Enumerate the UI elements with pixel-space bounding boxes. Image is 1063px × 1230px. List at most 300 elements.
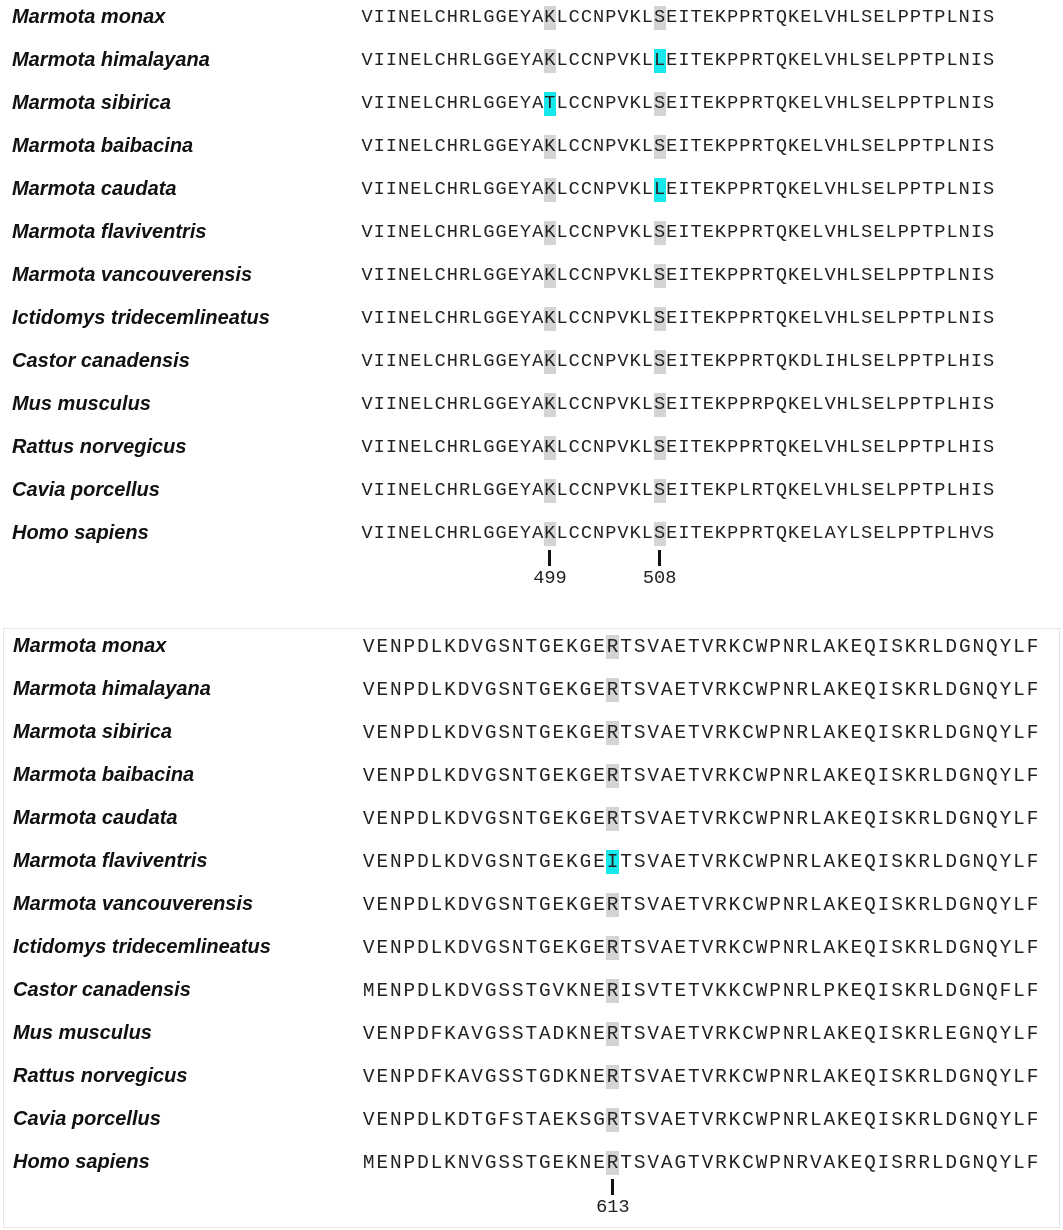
residue: L: [812, 7, 824, 28]
sequence-row: [362, 1022, 1039, 1046]
residue: N: [389, 1023, 402, 1045]
residue: D: [417, 679, 429, 701]
residue: E: [593, 1152, 605, 1174]
residue: N: [398, 308, 410, 329]
residue: D: [417, 980, 429, 1002]
residue: N: [593, 480, 605, 501]
residue: E: [376, 1109, 389, 1131]
residue: R: [918, 980, 931, 1002]
residue: G: [483, 7, 495, 28]
residue: Q: [986, 894, 998, 916]
residue: S: [633, 980, 646, 1002]
residue: S: [498, 937, 511, 959]
residue: S: [861, 50, 873, 71]
residue: L: [809, 1109, 822, 1131]
species-label: Marmota flaviventris: [13, 850, 208, 872]
residue: R: [715, 1023, 727, 1045]
residue: F: [1026, 894, 1039, 916]
residue: R: [751, 93, 763, 114]
residue: N: [579, 1152, 592, 1174]
residue: S: [633, 679, 646, 701]
residue: R: [751, 50, 763, 71]
residue: V: [362, 1066, 375, 1088]
residue: P: [897, 136, 909, 157]
residue: K: [714, 93, 727, 114]
residue: L: [1013, 765, 1025, 787]
residue: E: [666, 437, 678, 458]
residue: G: [484, 765, 497, 787]
sequence-row: [362, 850, 1039, 874]
sequence-row: [361, 49, 995, 73]
residue: E: [873, 394, 885, 415]
residue: F: [1026, 765, 1039, 787]
residue: E: [945, 1023, 958, 1045]
residue: H: [836, 308, 849, 329]
residue: I: [877, 937, 890, 959]
residue: E: [800, 394, 812, 415]
sequence-row: [362, 721, 1039, 745]
species-label: Mus musculus: [12, 393, 151, 415]
residue: T: [690, 351, 702, 372]
residue: F: [1026, 851, 1039, 873]
residue: L: [946, 222, 958, 243]
residue: L: [812, 308, 824, 329]
residue: G: [483, 351, 495, 372]
residue: E: [666, 265, 678, 286]
residue: I: [877, 1023, 890, 1045]
residue: K: [629, 265, 641, 286]
residue: L: [848, 394, 861, 415]
residue: V: [471, 722, 484, 744]
residue: P: [769, 808, 782, 830]
residue: Q: [986, 1066, 998, 1088]
residue: Q: [864, 679, 876, 701]
residue: G: [495, 351, 507, 372]
residue: L: [931, 808, 944, 830]
residue: N: [972, 937, 985, 959]
residue: T: [620, 1152, 633, 1174]
residue: E: [674, 937, 687, 959]
conserved-residue: R: [606, 808, 619, 830]
residue: N: [782, 636, 795, 658]
residue: G: [539, 980, 551, 1002]
residue: L: [471, 93, 483, 114]
residue: C: [580, 523, 593, 544]
residue: P: [605, 93, 617, 114]
residue: N: [972, 980, 985, 1002]
residue: L: [556, 523, 568, 544]
residue: L: [931, 679, 944, 701]
residue: H: [446, 437, 459, 458]
residue: A: [823, 1066, 836, 1088]
residue: I: [385, 265, 398, 286]
residue: V: [647, 980, 660, 1002]
residue: N: [958, 265, 970, 286]
residue: Q: [775, 437, 788, 458]
residue: K: [788, 179, 800, 200]
residue: P: [769, 636, 782, 658]
residue: W: [755, 722, 768, 744]
residue: L: [885, 7, 897, 28]
residue: N: [782, 894, 795, 916]
species-label: Marmota himalayana: [12, 49, 210, 71]
residue: H: [446, 136, 459, 157]
residue: T: [688, 1023, 700, 1045]
residue: W: [755, 636, 768, 658]
residue: V: [471, 1152, 484, 1174]
residue: L: [422, 351, 434, 372]
residue: N: [511, 636, 524, 658]
residue: C: [580, 437, 593, 458]
sequence-row: [362, 807, 1039, 831]
residue: V: [701, 722, 714, 744]
residue: N: [593, 523, 605, 544]
residue: H: [836, 50, 849, 71]
residue: P: [403, 937, 416, 959]
residue: R: [751, 136, 763, 157]
residue: H: [446, 480, 459, 501]
residue: G: [483, 265, 495, 286]
residue: P: [739, 93, 751, 114]
species-label: Marmota sibirica: [13, 721, 172, 743]
residue: T: [620, 937, 633, 959]
residue: Q: [986, 722, 998, 744]
residue: S: [983, 523, 995, 544]
residue: L: [1013, 851, 1025, 873]
residue: E: [593, 937, 605, 959]
residue: K: [904, 1023, 917, 1045]
residue: K: [566, 851, 578, 873]
residue: H: [958, 480, 970, 501]
residue: V: [361, 93, 373, 114]
residue: L: [430, 980, 443, 1002]
residue: C: [434, 136, 446, 157]
residue: N: [593, 265, 605, 286]
residue: P: [403, 765, 416, 787]
residue: V: [361, 480, 373, 501]
residue: S: [633, 1023, 646, 1045]
residue: N: [511, 937, 524, 959]
position-tick: [658, 550, 661, 566]
residue: H: [836, 136, 849, 157]
residue: S: [498, 679, 511, 701]
residue: E: [593, 636, 605, 658]
conserved-residue: R: [606, 894, 619, 916]
residue: E: [850, 894, 863, 916]
residue: E: [674, 1023, 687, 1045]
residue: L: [809, 1066, 822, 1088]
residue: V: [471, 1023, 484, 1045]
residue: E: [552, 851, 565, 873]
residue: V: [361, 265, 373, 286]
residue: G: [495, 50, 507, 71]
residue: G: [958, 980, 971, 1002]
residue: V: [647, 1066, 660, 1088]
residue: P: [934, 136, 946, 157]
residue: A: [823, 722, 836, 744]
residue: D: [417, 1152, 429, 1174]
residue: K: [837, 937, 849, 959]
residue: L: [641, 50, 654, 71]
residue: G: [484, 894, 497, 916]
residue: L: [812, 394, 824, 415]
residue: T: [688, 1109, 700, 1131]
residue: H: [836, 265, 849, 286]
sequence-row: [361, 522, 995, 546]
residue: N: [782, 937, 795, 959]
residue: E: [674, 1109, 687, 1131]
residue: I: [877, 765, 890, 787]
residue: K: [904, 937, 917, 959]
residue: N: [398, 179, 410, 200]
residue: E: [552, 808, 565, 830]
residue: T: [690, 50, 702, 71]
residue: R: [751, 480, 763, 501]
conserved-residue: R: [606, 980, 619, 1002]
residue: S: [983, 308, 995, 329]
residue: D: [945, 851, 958, 873]
residue: E: [873, 93, 885, 114]
residue: G: [579, 679, 592, 701]
residue: A: [532, 480, 544, 501]
residue: S: [891, 1023, 903, 1045]
residue: P: [727, 136, 739, 157]
residue: T: [620, 722, 633, 744]
residue: N: [398, 222, 410, 243]
residue: C: [568, 50, 580, 71]
residue: P: [897, 523, 909, 544]
residue: C: [742, 1023, 754, 1045]
residue: N: [782, 1152, 795, 1174]
residue: S: [891, 980, 903, 1002]
residue: C: [580, 480, 593, 501]
position-tick: [611, 1179, 614, 1195]
residue: P: [739, 351, 751, 372]
residue: D: [417, 636, 429, 658]
residue: P: [909, 93, 922, 114]
residue: T: [922, 265, 934, 286]
residue: P: [897, 437, 909, 458]
residue: L: [809, 808, 822, 830]
residue: L: [809, 765, 822, 787]
residue: G: [483, 523, 495, 544]
residue: G: [484, 1066, 497, 1088]
residue: P: [403, 722, 416, 744]
residue: W: [755, 980, 768, 1002]
residue: E: [873, 265, 885, 286]
alignment-panel-top: [0, 0, 1063, 600]
residue: R: [918, 1066, 931, 1088]
residue: L: [946, 351, 958, 372]
residue: L: [422, 437, 434, 458]
residue: L: [556, 351, 568, 372]
residue: P: [605, 265, 617, 286]
residue: R: [458, 93, 471, 114]
residue: I: [678, 308, 690, 329]
residue: L: [641, 222, 654, 243]
residue: N: [972, 722, 985, 744]
residue: E: [702, 50, 714, 71]
residue: S: [861, 179, 873, 200]
residue: C: [580, 136, 593, 157]
residue: D: [457, 722, 470, 744]
species-label: Ictidomys tridecemlineatus: [13, 936, 271, 958]
residue: E: [410, 93, 422, 114]
residue: N: [398, 351, 410, 372]
residue: I: [970, 351, 983, 372]
residue: I: [678, 265, 690, 286]
residue: G: [495, 7, 507, 28]
residue: E: [376, 808, 389, 830]
residue: L: [1013, 679, 1025, 701]
residue: P: [934, 351, 946, 372]
residue: Q: [986, 636, 998, 658]
residue: L: [430, 1152, 443, 1174]
residue: K: [904, 808, 917, 830]
residue: F: [1026, 808, 1039, 830]
residue: E: [850, 679, 863, 701]
residue: E: [593, 679, 605, 701]
residue: F: [1026, 679, 1039, 701]
residue: G: [483, 136, 495, 157]
residue: Q: [864, 894, 876, 916]
residue: C: [742, 980, 754, 1002]
residue: N: [593, 394, 605, 415]
residue: G: [593, 1109, 605, 1131]
residue: T: [763, 437, 775, 458]
residue: T: [690, 7, 702, 28]
residue: L: [946, 93, 958, 114]
residue: V: [824, 136, 836, 157]
residue: S: [498, 1152, 511, 1174]
residue: L: [422, 93, 434, 114]
residue: N: [958, 50, 970, 71]
residue: S: [861, 222, 873, 243]
residue: E: [702, 93, 714, 114]
residue: T: [525, 722, 538, 744]
residue: N: [958, 308, 970, 329]
residue: C: [568, 437, 580, 458]
residue: E: [702, 437, 714, 458]
residue: P: [769, 937, 782, 959]
residue: M: [362, 980, 375, 1002]
residue: L: [422, 265, 434, 286]
residue: T: [620, 679, 633, 701]
residue: G: [484, 1109, 497, 1131]
residue: E: [410, 480, 422, 501]
residue: C: [742, 937, 754, 959]
residue: S: [861, 437, 873, 458]
residue: L: [422, 308, 434, 329]
residue: V: [362, 765, 375, 787]
residue: R: [458, 222, 471, 243]
residue: S: [511, 980, 524, 1002]
residue: Q: [775, 222, 788, 243]
sequence-row: [361, 307, 995, 331]
residue: L: [641, 480, 654, 501]
residue: G: [484, 1023, 497, 1045]
residue: T: [763, 265, 775, 286]
residue: A: [532, 394, 544, 415]
residue: Q: [986, 808, 998, 830]
residue: E: [593, 808, 605, 830]
species-label: Marmota caudata: [12, 178, 177, 200]
sequence-row: [362, 1065, 1039, 1089]
residue: G: [495, 523, 507, 544]
residue: C: [434, 93, 446, 114]
sequence-row: [361, 350, 995, 374]
residue: L: [422, 480, 434, 501]
residue: P: [739, 437, 751, 458]
residue: C: [742, 1066, 754, 1088]
residue: T: [690, 265, 702, 286]
residue: A: [823, 1152, 836, 1174]
residue: I: [373, 437, 385, 458]
residue: P: [739, 50, 751, 71]
residue: Y: [999, 765, 1012, 787]
residue: K: [728, 1109, 741, 1131]
residue: T: [620, 1023, 633, 1045]
residue: E: [800, 93, 812, 114]
residue: K: [566, 765, 578, 787]
residue: P: [605, 50, 617, 71]
sequence-row: [362, 764, 1039, 788]
residue: L: [430, 808, 443, 830]
residue: N: [398, 93, 410, 114]
residue: Y: [999, 636, 1012, 658]
residue: V: [361, 179, 373, 200]
residue: P: [727, 394, 739, 415]
residue: F: [1026, 1109, 1039, 1131]
residue: V: [361, 523, 373, 544]
residue: N: [389, 894, 402, 916]
residue: C: [742, 722, 754, 744]
residue: V: [824, 437, 836, 458]
residue: S: [511, 1023, 524, 1045]
residue: E: [666, 222, 678, 243]
sequence-row: [362, 1108, 1039, 1132]
species-label: Marmota caudata: [13, 807, 178, 829]
conserved-residue: R: [606, 937, 619, 959]
residue: E: [800, 480, 812, 501]
residue: V: [362, 679, 375, 701]
residue: T: [922, 523, 934, 544]
residue: V: [617, 50, 629, 71]
residue: V: [617, 437, 629, 458]
residue: I: [877, 894, 890, 916]
residue: Q: [986, 980, 998, 1002]
residue: N: [511, 765, 524, 787]
residue: Q: [864, 1152, 876, 1174]
residue: L: [430, 937, 443, 959]
residue: P: [897, 50, 909, 71]
residue: T: [620, 808, 633, 830]
residue: L: [430, 851, 443, 873]
residue: P: [769, 1066, 782, 1088]
residue: K: [566, 1066, 578, 1088]
residue: G: [483, 50, 495, 71]
residue: I: [877, 1109, 890, 1131]
residue: N: [972, 894, 985, 916]
residue: E: [666, 136, 678, 157]
residue: V: [647, 808, 660, 830]
residue: K: [629, 93, 641, 114]
residue: L: [946, 136, 958, 157]
residue: K: [837, 1109, 849, 1131]
conserved-residue: R: [606, 765, 619, 787]
residue: R: [918, 765, 931, 787]
residue: A: [660, 894, 673, 916]
